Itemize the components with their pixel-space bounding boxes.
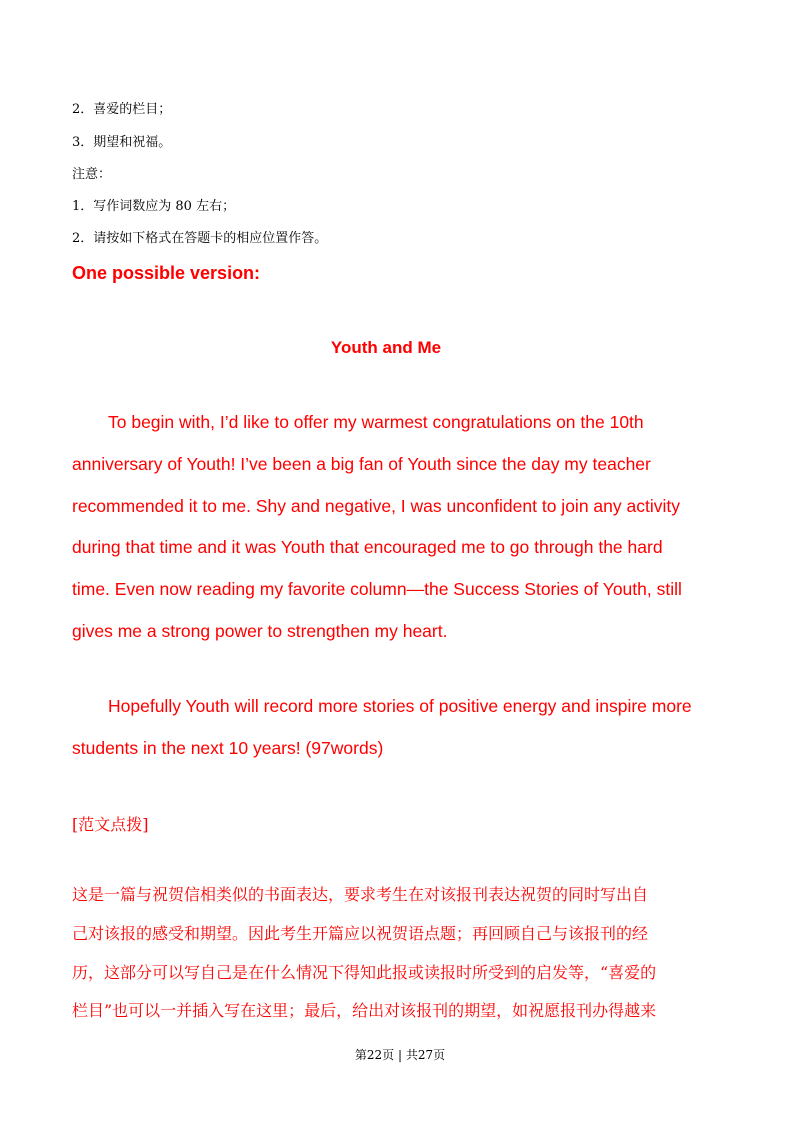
commentary-line: 己对该报的感受和期望。因此考生开篇应以祝贺语点题；再回顾自己与该报刊的经	[72, 923, 649, 943]
note-item-2: 2．请按如下格式在答题卡的相应位置作答。	[72, 231, 328, 246]
essay-line: anniversary of Youth! I’ve been a big fan of Youth since the day my teacher	[72, 453, 651, 474]
essay-title: Youth and Me	[330, 338, 442, 357]
requirement-item-2: 2．喜爱的栏目；	[72, 102, 172, 117]
essay-line: gives me a strong power to strengthen my heart.	[72, 620, 448, 641]
essay-paragraph-2	[72, 686, 732, 770]
commentary-paragraph	[72, 876, 732, 1031]
commentary-label-text: [范文点拨]	[72, 815, 149, 834]
note-label: 注意：	[72, 167, 112, 182]
commentary-line: 这是一篇与祝贺信相类似的书面表达，要求考生在对该报刊表达祝贺的同时写出自	[72, 885, 649, 904]
note-item-1: 1．写作词数应为 80 左右；	[72, 199, 236, 214]
page-footer: 第22页 | 共27页	[354, 1048, 446, 1062]
essay-paragraph-1	[72, 402, 732, 653]
essay-line: Hopefully Youth will record more stories of positive energy and inspire more	[108, 696, 692, 716]
commentary-line: 栏目”也可以一并插入写在这里；最后，给出对该报刊的期望，如祝愿报刊办得越来	[72, 1001, 657, 1021]
essay-line: recommended it to me. Shy and negative, I was unconfident to join any activity	[72, 495, 680, 516]
answer-heading: One possible version:	[72, 263, 261, 283]
commentary-line: 历，这部分可以写自己是在什么情况下得知此报或读报时所受到的启发等，“喜爱的	[72, 962, 657, 982]
essay-line: time. Even now reading my favorite column—the Success Stories of Youth, still	[72, 579, 682, 600]
commentary-label	[72, 806, 732, 845]
essay-line: students in the next 10 years! (97words)	[72, 737, 384, 758]
essay-line: To begin with, I’d like to offer my warmest congratulations on the 10th	[108, 412, 644, 432]
essay-line: during that time and it was Youth that encouraged me to go through the hard	[72, 537, 663, 558]
requirement-item-3: 3．期望和祝福。	[72, 135, 172, 150]
